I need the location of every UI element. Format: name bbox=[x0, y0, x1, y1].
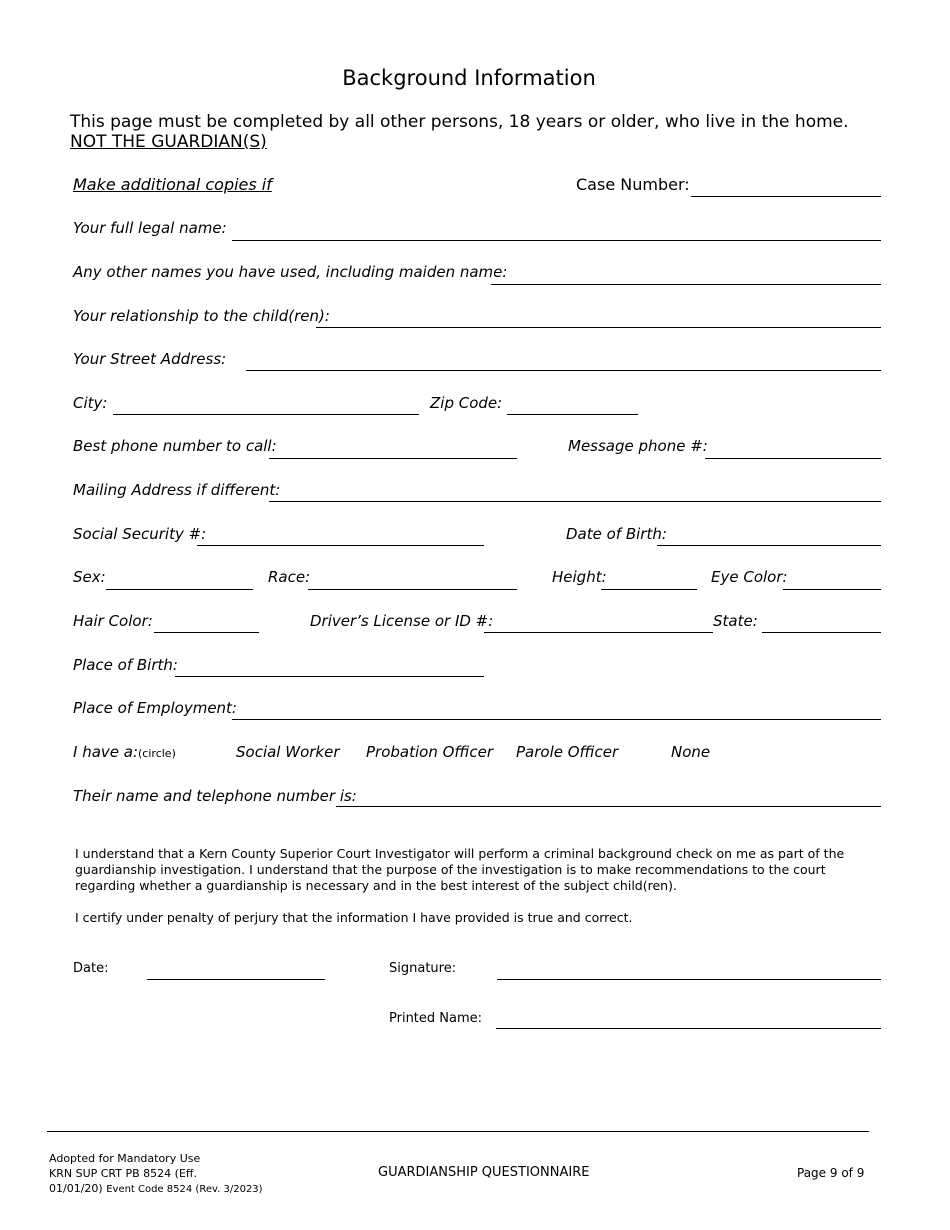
hair-color-label: Hair Color: bbox=[73, 612, 153, 630]
city-label: City: bbox=[73, 394, 108, 412]
ssn-label: Social Security #: bbox=[73, 525, 207, 543]
footer-adoption-info bbox=[49, 1151, 263, 1197]
state-field[interactable] bbox=[762, 632, 881, 633]
mailing-address-label: Mailing Address if different: bbox=[73, 481, 281, 499]
footer-form-title: GUARDIANSHIP QUESTIONNAIRE bbox=[378, 1165, 590, 1180]
zip-field[interactable] bbox=[507, 414, 638, 415]
sex-field[interactable] bbox=[106, 589, 253, 590]
eye-color-field[interactable] bbox=[783, 589, 881, 590]
best-phone-field[interactable] bbox=[269, 458, 517, 459]
circle-hint: (circle) bbox=[138, 747, 176, 760]
signature-label: Signature: bbox=[389, 961, 457, 976]
intro-emphasis: NOT THE GUARDIAN(S) bbox=[70, 132, 267, 152]
printed-name-field[interactable] bbox=[496, 1028, 881, 1029]
relationship-label: Your relationship to the child(ren): bbox=[73, 307, 330, 325]
license-field[interactable] bbox=[484, 632, 713, 633]
license-label: Driver’s License or ID #: bbox=[310, 612, 494, 630]
place-of-employment-label: Place of Employment: bbox=[73, 699, 237, 717]
hair-color-field[interactable] bbox=[154, 632, 259, 633]
sex-label: Sex: bbox=[73, 568, 106, 586]
option-social-worker[interactable]: Social Worker bbox=[236, 743, 340, 761]
mailing-address-field[interactable] bbox=[269, 501, 881, 502]
their-name-phone-field[interactable] bbox=[336, 806, 881, 807]
footer-divider bbox=[47, 1131, 869, 1132]
signature-field[interactable] bbox=[497, 979, 881, 980]
place-of-birth-label: Place of Birth: bbox=[73, 656, 178, 674]
date-label: Date: bbox=[73, 961, 109, 976]
state-label: State: bbox=[713, 612, 758, 630]
race-label: Race: bbox=[268, 568, 311, 586]
best-phone-label: Best phone number to call: bbox=[73, 437, 277, 455]
height-field[interactable] bbox=[601, 589, 697, 590]
dob-label: Date of Birth: bbox=[566, 525, 667, 543]
street-address-label: Your Street Address: bbox=[73, 350, 227, 368]
perjury-statement: I certify under penalty of perjury that the information I have provided is true and correct. bbox=[75, 910, 633, 925]
footer-page-number: Page 9 of 9 bbox=[797, 1166, 865, 1180]
footer-line-3 bbox=[49, 1181, 263, 1197]
date-field[interactable] bbox=[147, 979, 325, 980]
full-legal-name-field[interactable] bbox=[232, 240, 881, 241]
certification-paragraph: I understand that a Kern County Superior Court Investigator will perform a criminal background check on me as part of the guardianship investigation. I understand that the purpose of the investigation is to make recommendations to the court regarding whether a guardianship is necessary and in the best interest of the subject child(ren). bbox=[75, 846, 845, 893]
other-names-field[interactable] bbox=[491, 284, 881, 285]
message-phone-field[interactable] bbox=[705, 458, 881, 459]
city-field[interactable] bbox=[113, 414, 419, 415]
ssn-field[interactable] bbox=[197, 545, 484, 546]
page-title: Background Information bbox=[342, 66, 596, 90]
footer-event-code: Event Code 8524 (Rev. 3/2023) bbox=[106, 1184, 263, 1195]
option-parole-officer[interactable]: Parole Officer bbox=[516, 743, 619, 761]
street-address-field[interactable] bbox=[246, 370, 881, 371]
case-number-field[interactable] bbox=[691, 196, 881, 197]
zip-label: Zip Code: bbox=[430, 394, 503, 412]
message-phone-label: Message phone #: bbox=[568, 437, 708, 455]
relationship-field[interactable] bbox=[316, 327, 881, 328]
i-have-a-text: I have a: bbox=[73, 743, 139, 761]
eye-color-label: Eye Color: bbox=[711, 568, 788, 586]
place-of-birth-field[interactable] bbox=[175, 676, 484, 677]
race-field[interactable] bbox=[308, 589, 517, 590]
footer-eff-date: 01/01/20) bbox=[49, 1182, 103, 1195]
height-label: Height: bbox=[552, 568, 607, 586]
option-probation-officer[interactable]: Probation Officer bbox=[366, 743, 494, 761]
intro-sentence: This page must be completed by all other persons, 18 years or older, who live in the home. bbox=[70, 112, 849, 132]
case-number-label: Case Number: bbox=[576, 175, 690, 194]
option-none[interactable]: None bbox=[671, 743, 711, 761]
dob-field[interactable] bbox=[657, 545, 881, 546]
full-legal-name-label: Your full legal name: bbox=[73, 219, 227, 237]
footer-line-2: KRN SUP CRT PB 8524 (Eff. bbox=[49, 1167, 197, 1180]
i-have-a-label bbox=[73, 743, 176, 761]
footer-line-1: Adopted for Mandatory Use bbox=[49, 1152, 201, 1165]
other-names-label: Any other names you have used, including maiden name: bbox=[73, 263, 508, 281]
printed-name-label: Printed Name: bbox=[389, 1011, 483, 1026]
place-of-employment-field[interactable] bbox=[232, 719, 881, 720]
make-copies-note: Make additional copies if bbox=[73, 175, 272, 194]
intro-text bbox=[70, 112, 870, 152]
their-name-phone-label: Their name and telephone number is: bbox=[73, 787, 357, 805]
